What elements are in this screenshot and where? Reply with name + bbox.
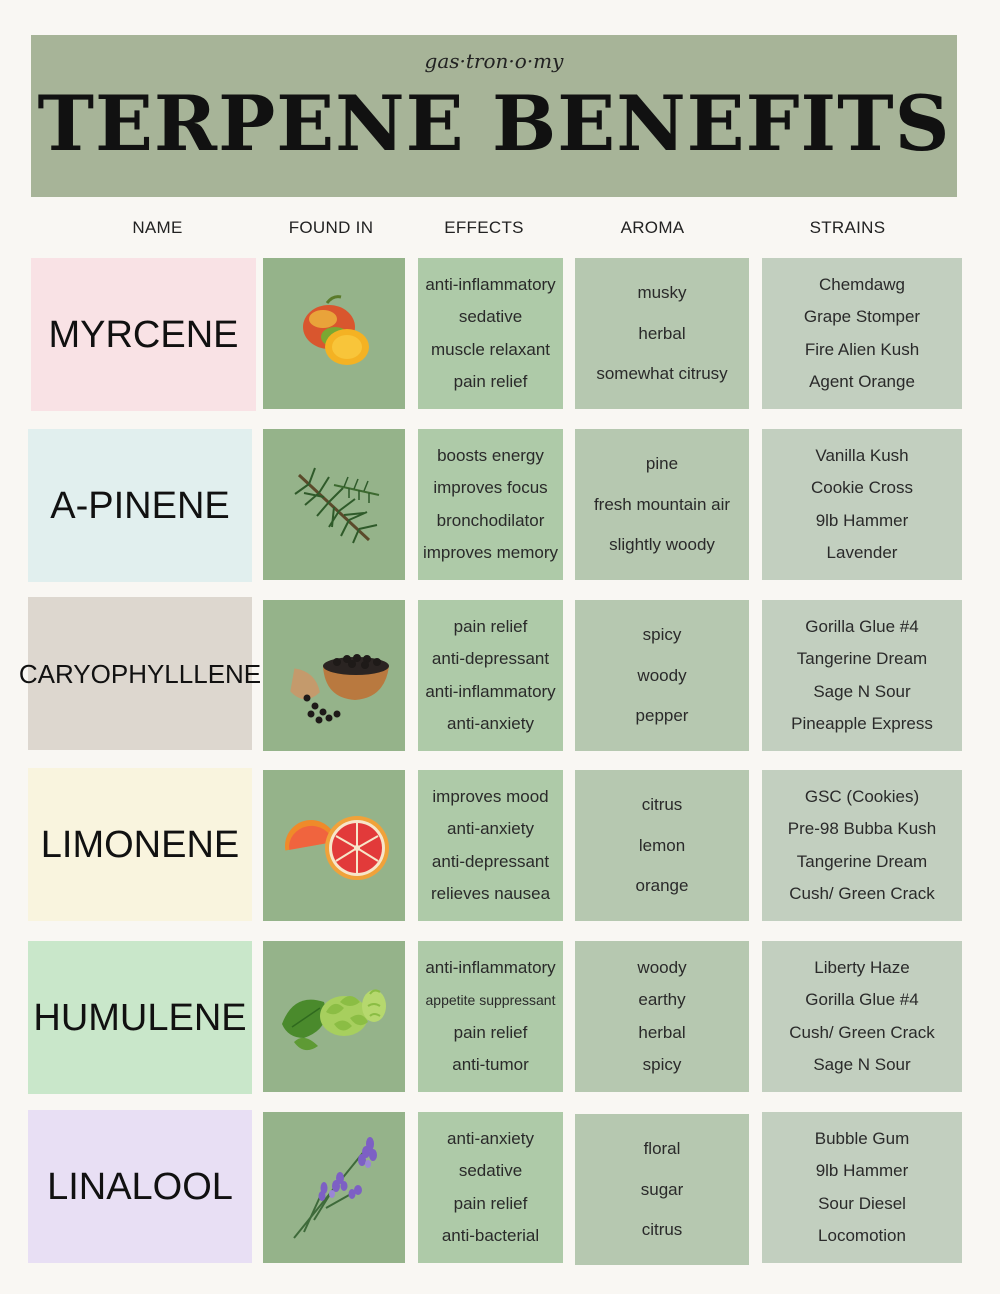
effect-item: anti-inflammatory [425,957,556,977]
strain-item: 9lb Hammer [815,1161,909,1181]
strains-a-pinene [762,429,962,580]
aroma-item: fresh mountain air [593,494,731,514]
strain-item: Tangerine Dream [796,649,928,669]
column-header-effects: EFFECTS [444,218,524,237]
header-banner [31,35,957,197]
column-header-name: NAME [132,218,183,237]
grapefruit-icon [277,806,392,886]
terpene-name-caryophylllene: CARYOPHYLLLENE [28,597,252,750]
strains-humulene [762,941,962,1092]
aroma-item: woody [637,957,687,977]
aroma-myrcene [575,258,749,409]
found-in-linalool [263,1112,405,1263]
peppercorn-bowl-icon [277,626,392,726]
effect-item: boosts energy [437,445,544,465]
hops-icon [274,972,394,1062]
aroma-item: woody [637,665,687,685]
strain-item: Sage N Sour [813,1055,911,1075]
strain-item: Tangerine Dream [796,851,928,871]
effects-humulene [418,941,563,1092]
pine-branch-icon [279,455,389,555]
aroma-item: spicy [642,624,682,644]
effect-item: anti-anxiety [447,1128,534,1148]
aroma-item: orange [635,876,689,896]
aroma-item: floral [643,1138,681,1158]
effect-item: pain relief [453,616,528,636]
strain-item: Pineapple Express [791,714,933,734]
strain-item: GSC (Cookies) [804,786,920,806]
effect-item: anti-tumor [452,1055,529,1075]
effect-item: pain relief [453,1022,528,1042]
effects-linalool [418,1112,563,1263]
header-kicker: gas·tron·o·my [424,49,564,73]
aroma-item: citrus [641,794,683,814]
effect-item: anti-depressant [431,851,550,871]
effect-item: appetite suppressant [425,992,556,1009]
effect-item: sedative [458,307,523,327]
strains-limonene [762,770,962,921]
strain-item: Cookie Cross [810,478,914,498]
column-header-aroma: AROMA [620,218,685,237]
effects-limonene [418,770,563,921]
aroma-limonene [575,770,749,921]
found-in-a-pinene [263,429,405,580]
strain-item: Bubble Gum [814,1128,910,1148]
page-title: TERPENE BENEFITS [37,79,951,168]
strain-item: Liberty Haze [814,957,910,977]
aroma-humulene [575,941,749,1092]
effects-myrcene [418,258,563,409]
found-in-myrcene [263,258,405,409]
effect-item: anti-inflammatory [425,274,556,294]
found-in-caryophylllene [263,600,405,751]
column-header-strains: STRAINS [809,218,886,237]
mango-icon [289,289,379,379]
effect-item: relieves nausea [430,884,551,904]
aroma-item: herbal [638,1022,686,1042]
strain-item: 9lb Hammer [815,510,909,530]
strain-item: Pre-98 Bubba Kush [787,819,937,839]
effect-item: muscle relaxant [430,339,551,359]
aroma-item: herbal [638,323,686,343]
aroma-item: earthy [638,990,686,1010]
found-in-limonene [263,770,405,921]
effect-item: improves memory [422,543,559,563]
terpene-name-myrcene: MYRCENE [31,258,256,411]
strain-item: Locomotion [818,1226,906,1246]
strains-linalool [762,1112,962,1263]
effects-a-pinene [418,429,563,580]
aroma-a-pinene [575,429,749,580]
strain-item: Gorilla Glue #4 [805,990,919,1010]
strain-item: Agent Orange [809,372,915,392]
aroma-item: citrus [641,1220,683,1240]
aroma-item: somewhat citrusy [596,364,728,384]
effect-item: bronchodilator [436,510,545,530]
aroma-item: pine [645,453,679,473]
terpene-name-humulene: HUMULENE [28,941,252,1094]
aroma-item: spicy [642,1055,682,1075]
effect-item: improves focus [433,478,548,498]
strain-item: Fire Alien Kush [804,339,920,359]
effect-item: anti-depressant [431,649,550,669]
aroma-item: pepper [635,706,689,726]
aroma-linalool [575,1114,749,1265]
terpene-name-linalool: LINALOOL [28,1110,252,1263]
strain-item: Sour Diesel [818,1193,906,1213]
aroma-item: musky [637,282,687,302]
strain-item: Sage N Sour [813,681,911,701]
strains-myrcene [762,258,962,409]
effect-item: anti-bacterial [441,1226,540,1246]
effect-item: pain relief [453,372,528,392]
effect-item: improves mood [432,786,549,806]
strain-item: Cush/ Green Crack [789,1022,935,1042]
found-in-humulene [263,941,405,1092]
effect-item: anti-anxiety [447,819,534,839]
strain-item: Cush/ Green Crack [789,884,935,904]
column-header-found-in: FOUND IN [288,218,374,237]
terpene-name-a-pinene: A-PINENE [28,429,252,582]
effect-item: sedative [458,1161,523,1181]
aroma-caryophylllene [575,600,749,751]
effect-item: pain relief [453,1193,528,1213]
aroma-item: lemon [638,835,686,855]
strain-item: Chemdawg [819,274,905,294]
strain-item: Gorilla Glue #4 [805,616,919,636]
aroma-item: sugar [640,1179,684,1199]
strains-caryophylllene [762,600,962,751]
effects-caryophylllene [418,600,563,751]
aroma-item: slightly woody [609,535,715,555]
effect-item: anti-anxiety [447,714,534,734]
terpene-name-limonene: LIMONENE [28,768,252,921]
strain-item: Vanilla Kush [815,445,909,465]
strain-item: Lavender [826,543,898,563]
effect-item: anti-inflammatory [425,681,556,701]
strain-item: Grape Stomper [803,307,921,327]
lavender-icon [274,1128,394,1248]
